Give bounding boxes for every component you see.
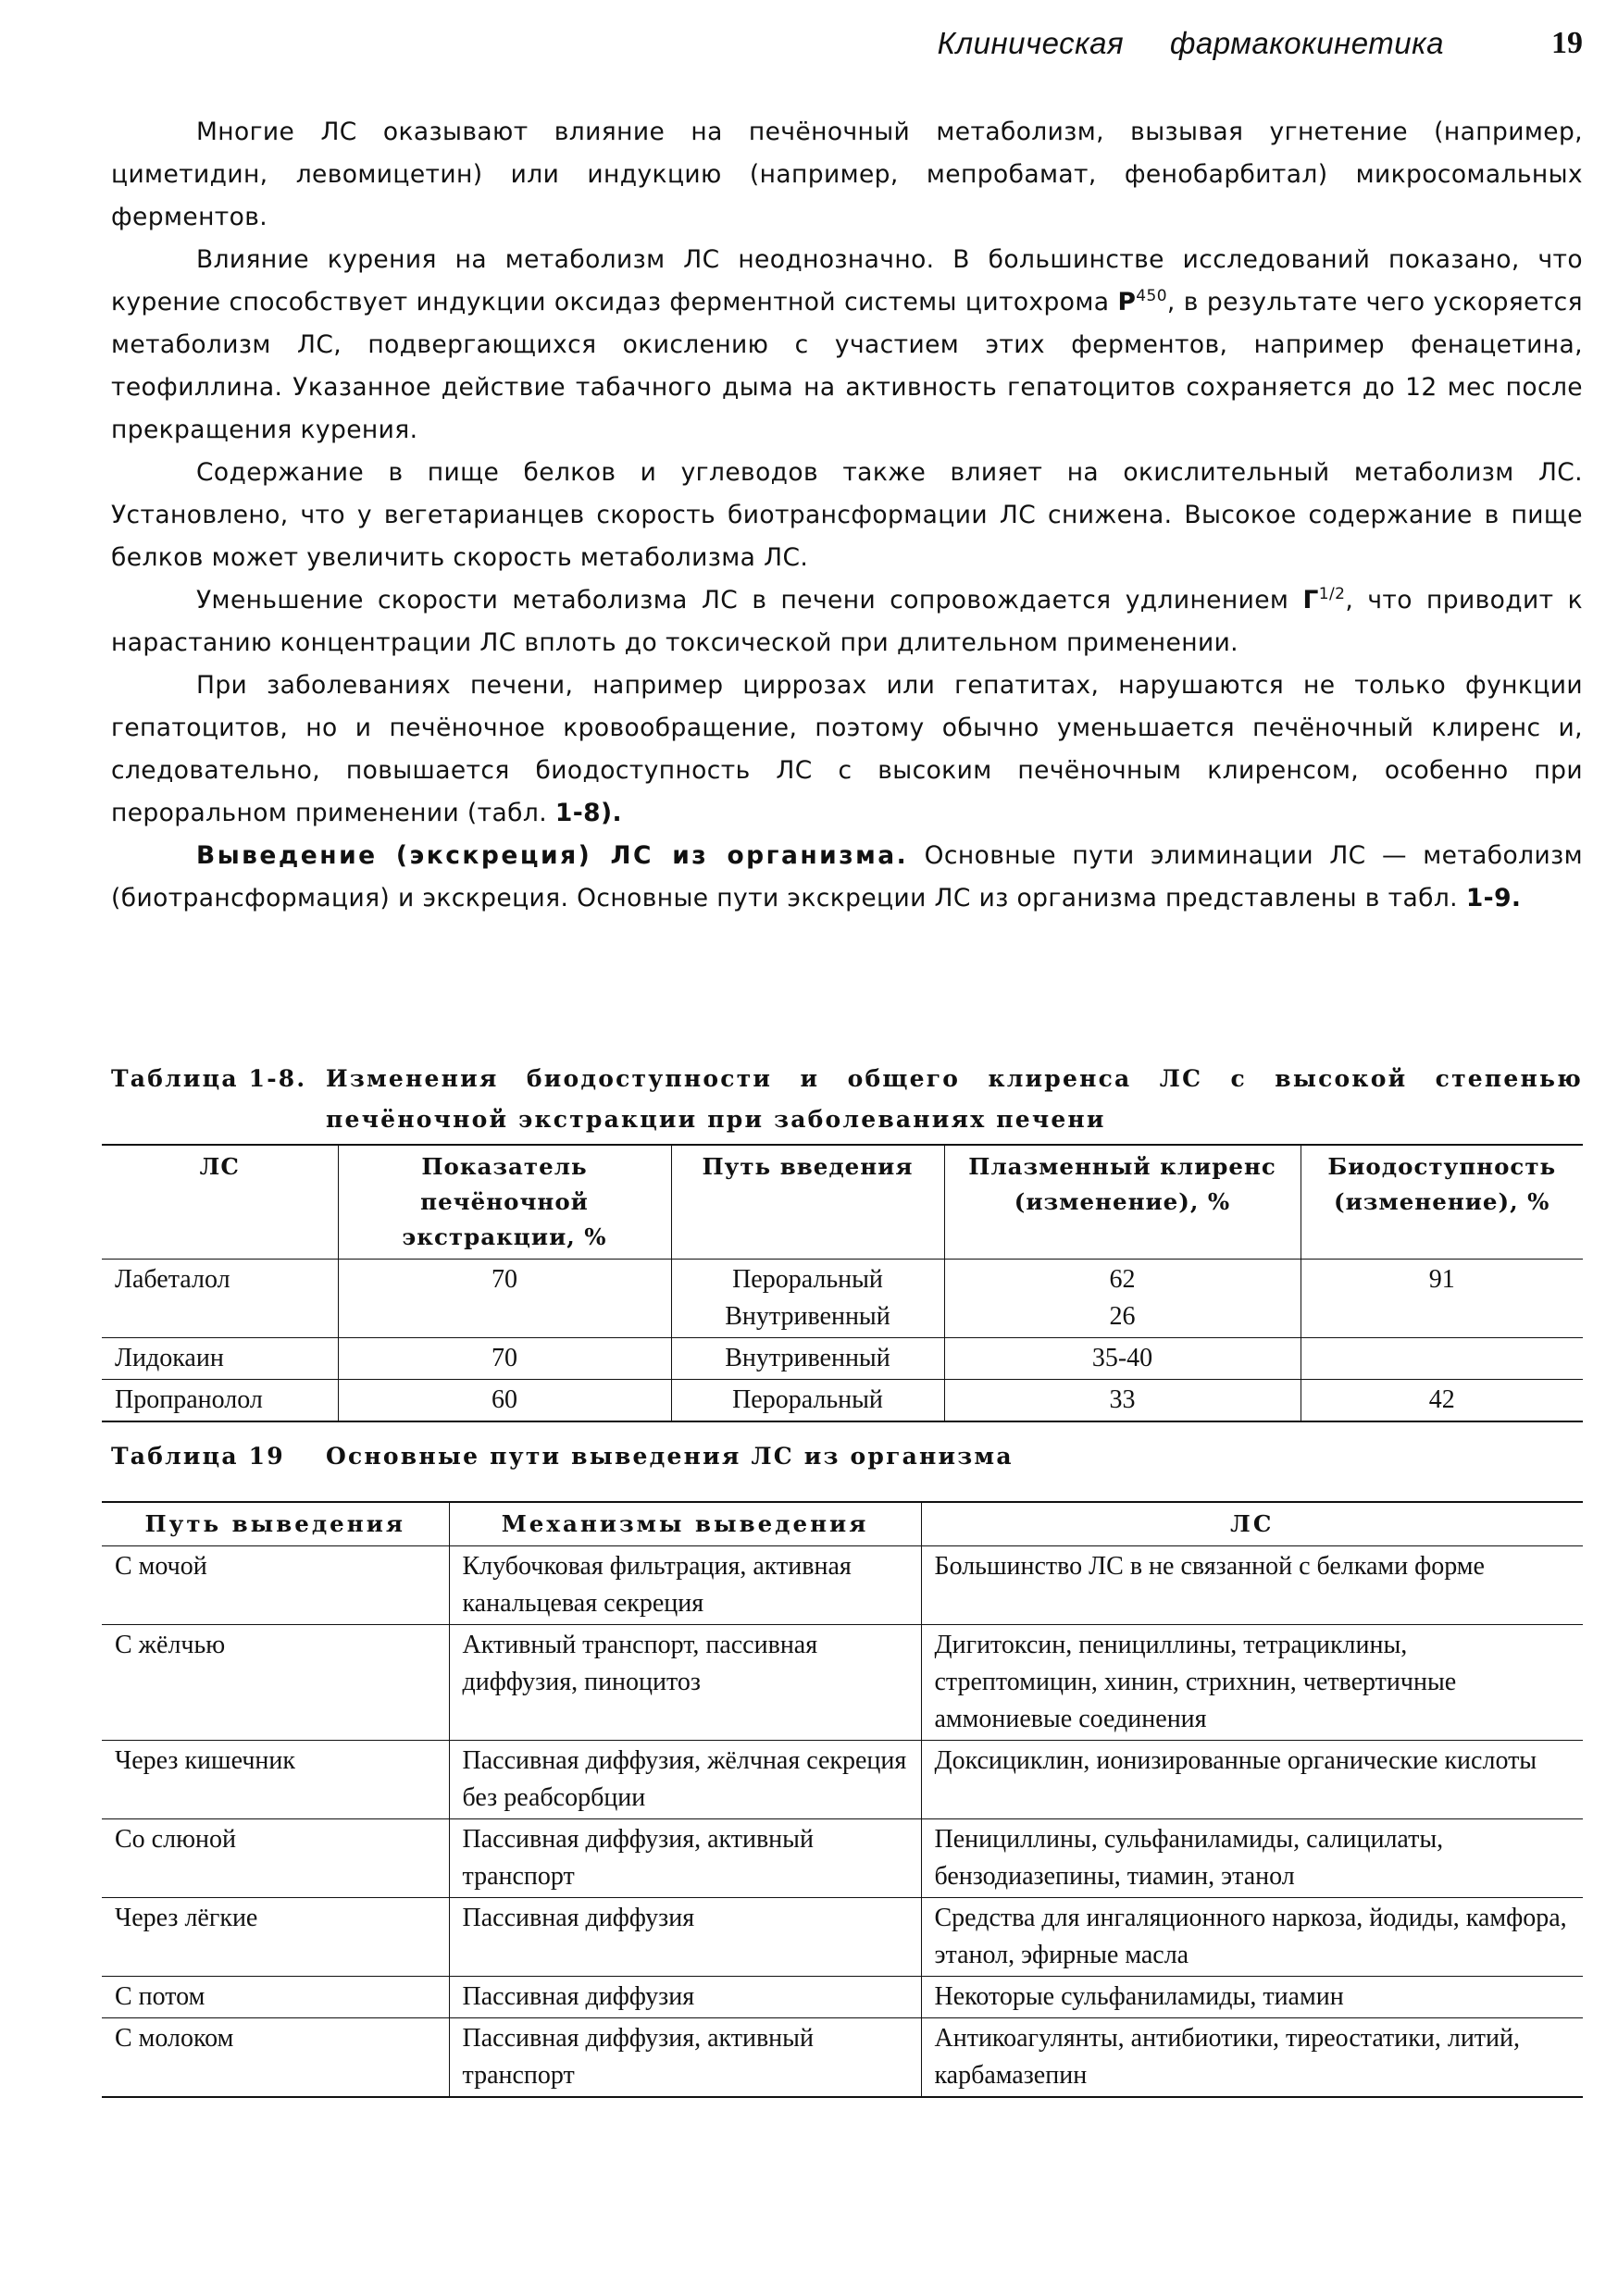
paragraph-text: Влияние курения на метаболизм ЛС неоднозначно. В большинстве исследований показано, что курение способствует индукции оксидаз ферментной системы цитохрома xyxy=(111,245,1583,316)
drugs-cell: Доксициклин, ионизированные органические кислоты xyxy=(921,1741,1583,1819)
table-caption-text: Изменения биодоступности и общего клиренса ЛС с высокой степенью печёночной экстракции при заболеваниях печени xyxy=(326,1065,1583,1133)
table-1-9 xyxy=(102,1501,1583,2098)
bioavailability-cell xyxy=(1301,1338,1583,1380)
table-header-row xyxy=(102,1145,1583,1260)
paragraph xyxy=(111,835,1583,920)
section-lead-in: Выведение (экскреция) ЛС из организма. xyxy=(196,841,909,870)
route-cell: Через лёгкие xyxy=(102,1898,449,1977)
paragraph xyxy=(111,664,1583,835)
paragraph-text: При заболеваниях печени, например циррозах или гепатитах, нарушаются не только функции гепатоцитов, но и печёночное кровообращение, поэтому обычно уменьшается печёночный клиренс и, следовательно, повышается биодоступность ЛС с высоким печёночным клиренсом, особенно при пероральном применении (табл. xyxy=(111,671,1583,827)
route-cell: С потом xyxy=(102,1977,449,2018)
clearance-cell: 33 xyxy=(944,1380,1301,1422)
drugs-cell: Пенициллины, сульфаниламиды, салицилаты, бензодиазепины, тиамин, этанол xyxy=(921,1819,1583,1898)
drug-cell: Лабеталол xyxy=(115,1265,230,1294)
table-reference: 1-9 xyxy=(1465,884,1512,912)
mechanism-cell: Клубочковая фильтрация, активная канальцевая секреция xyxy=(449,1546,921,1625)
route-cell: Пероральный xyxy=(671,1380,944,1422)
clearance-cell: 35-40 xyxy=(944,1338,1301,1380)
column-header: Показатель печёночной экстракции, % xyxy=(338,1145,671,1260)
table-header-row xyxy=(102,1502,1583,1546)
route-value: Внутривенный xyxy=(725,1302,890,1331)
cytochrome-superscript: 450 xyxy=(1136,287,1167,306)
clearance-value: 26 xyxy=(1109,1302,1136,1331)
route-cell: Со слюной xyxy=(102,1819,449,1898)
route-cell: С жёлчью xyxy=(102,1625,449,1741)
clearance-cell xyxy=(944,1260,1301,1338)
table-row xyxy=(102,1977,1583,2018)
table-row xyxy=(102,2018,1583,2098)
route-cell: Внутривенный xyxy=(671,1338,944,1380)
table-row xyxy=(102,1546,1583,1625)
table-1-9-caption xyxy=(111,1436,1583,1477)
drugs-cell: Дигитоксин, пенициллины, тетрациклины, стрептомицин, хинин, стрихнин, четвертичные аммониевые соединения xyxy=(921,1625,1583,1741)
paragraph: Многие ЛС оказывают влияние на печёночный метаболизм, вызывая угнетение (например, циметидин, левомицетин) или индукцию (например, мепробамат, фенобарбитал) микросомальных ферментов. xyxy=(111,118,1583,231)
table-row xyxy=(102,1625,1583,1741)
column-header: Путь выведения xyxy=(102,1502,449,1546)
table-label: Таблица 19 xyxy=(111,1443,285,1470)
column-header: Плазменный клиренс (изменение), % xyxy=(944,1145,1301,1260)
route-cell xyxy=(671,1260,944,1338)
bioavailability-cell: 42 xyxy=(1301,1380,1583,1422)
table-reference: 1-8 xyxy=(554,799,601,827)
extraction-cell: 70 xyxy=(338,1260,671,1338)
mechanism-cell: Пассивная диффузия xyxy=(449,1977,921,2018)
route-cell: С мочой xyxy=(115,1552,207,1581)
paragraph-text: ). xyxy=(600,799,622,827)
table-row xyxy=(102,1819,1583,1898)
running-title: Клиническая фармакокинетика xyxy=(937,26,1444,60)
table-label: Таблица 1-8. xyxy=(111,1065,307,1092)
table-row xyxy=(102,1380,1583,1422)
table-row xyxy=(102,1741,1583,1819)
page-header xyxy=(111,26,1583,72)
extraction-cell: 60 xyxy=(338,1380,671,1422)
mechanism-cell: Активный транспорт, пассивная диффузия, пиноцитоз xyxy=(449,1625,921,1741)
drug-cell: Лидокаин xyxy=(102,1338,338,1380)
route-value: Пероральный xyxy=(732,1265,883,1294)
route-cell: С молоком xyxy=(102,2018,449,2098)
column-header: Механизмы выведения xyxy=(449,1502,921,1546)
table-row xyxy=(102,1338,1583,1380)
table-row xyxy=(102,1898,1583,1977)
extraction-cell: 70 xyxy=(338,1338,671,1380)
paragraph-text: . xyxy=(1511,884,1522,912)
paragraph xyxy=(111,239,1583,452)
column-header: Биодоступность (изменение), % xyxy=(1301,1145,1583,1260)
mechanism-cell: Пассивная диффузия, активный транспорт xyxy=(449,1819,921,1898)
drugs-cell: Некоторые сульфаниламиды, тиамин xyxy=(921,1977,1583,2018)
page-number: 19 xyxy=(1551,26,1583,60)
paragraph-text: , в результате чего ускоряется метаболизм ЛС, подвергающихся окислению с участием этих ферментов, например фенацетина, теофиллина. Указанное действие табачного дыма на активность гепатоцитов сохраняется до 12 мес после прекращения курения. xyxy=(111,288,1583,444)
route-cell: Через кишечник xyxy=(102,1741,449,1819)
column-header: Путь введения xyxy=(671,1145,944,1260)
paragraph xyxy=(111,579,1583,664)
drug-cell: Пропранолол xyxy=(102,1380,338,1422)
paragraph-text: , что приводит к нарастанию концентрации ЛС вплоть до токсической при длительном применении. xyxy=(111,586,1583,657)
half-life-superscript: 1/2 xyxy=(1318,585,1346,604)
body-text xyxy=(111,111,1583,920)
table-row xyxy=(102,1260,1583,1338)
paragraph-text: Уменьшение скорости метаболизма ЛС в печени сопровождается удлинением xyxy=(196,586,1303,614)
drugs-cell: Средства для ингаляционного наркоза, йодиды, камфора, этанол, эфирные масла xyxy=(921,1898,1583,1977)
table-1-8-caption xyxy=(111,1059,1583,1140)
cytochrome-symbol: P xyxy=(1117,288,1137,316)
mechanism-cell: Пассивная диффузия xyxy=(449,1898,921,1977)
table-caption-text: Основные пути выведения ЛС из организма xyxy=(326,1443,1014,1470)
column-header: ЛС xyxy=(102,1145,338,1260)
drugs-cell: Большинство ЛС в не связанной с белками форме xyxy=(921,1546,1583,1625)
column-header: ЛС xyxy=(921,1502,1583,1546)
paragraph: Содержание в пище белков и углеводов также влияет на окислительный метаболизм ЛС. Установлено, что у вегетарианцев скорость биотрансформации ЛС снижена. Высокое содержание в пище белков может увеличить скорость метаболизма ЛС. xyxy=(111,458,1583,572)
table-1-8 xyxy=(102,1144,1583,1422)
mechanism-cell: Пассивная диффузия, жёлчная секреция без реабсорбции xyxy=(449,1741,921,1819)
paragraph-text: Основные пути элиминации ЛС — метаболизм (биотрансформация) и экскреция. Основные пути экскреции ЛС из организма представлены в табл. xyxy=(111,841,1583,912)
mechanism-cell: Пассивная диффузия, активный транспорт xyxy=(449,2018,921,2098)
bioavailability-cell: 91 xyxy=(1301,1260,1583,1338)
clearance-value: 62 xyxy=(1109,1265,1136,1294)
drugs-cell: Антикоагулянты, антибиотики, тиреостатики, литий, карбамазепин xyxy=(921,2018,1583,2098)
half-life-symbol: Г xyxy=(1302,586,1319,614)
